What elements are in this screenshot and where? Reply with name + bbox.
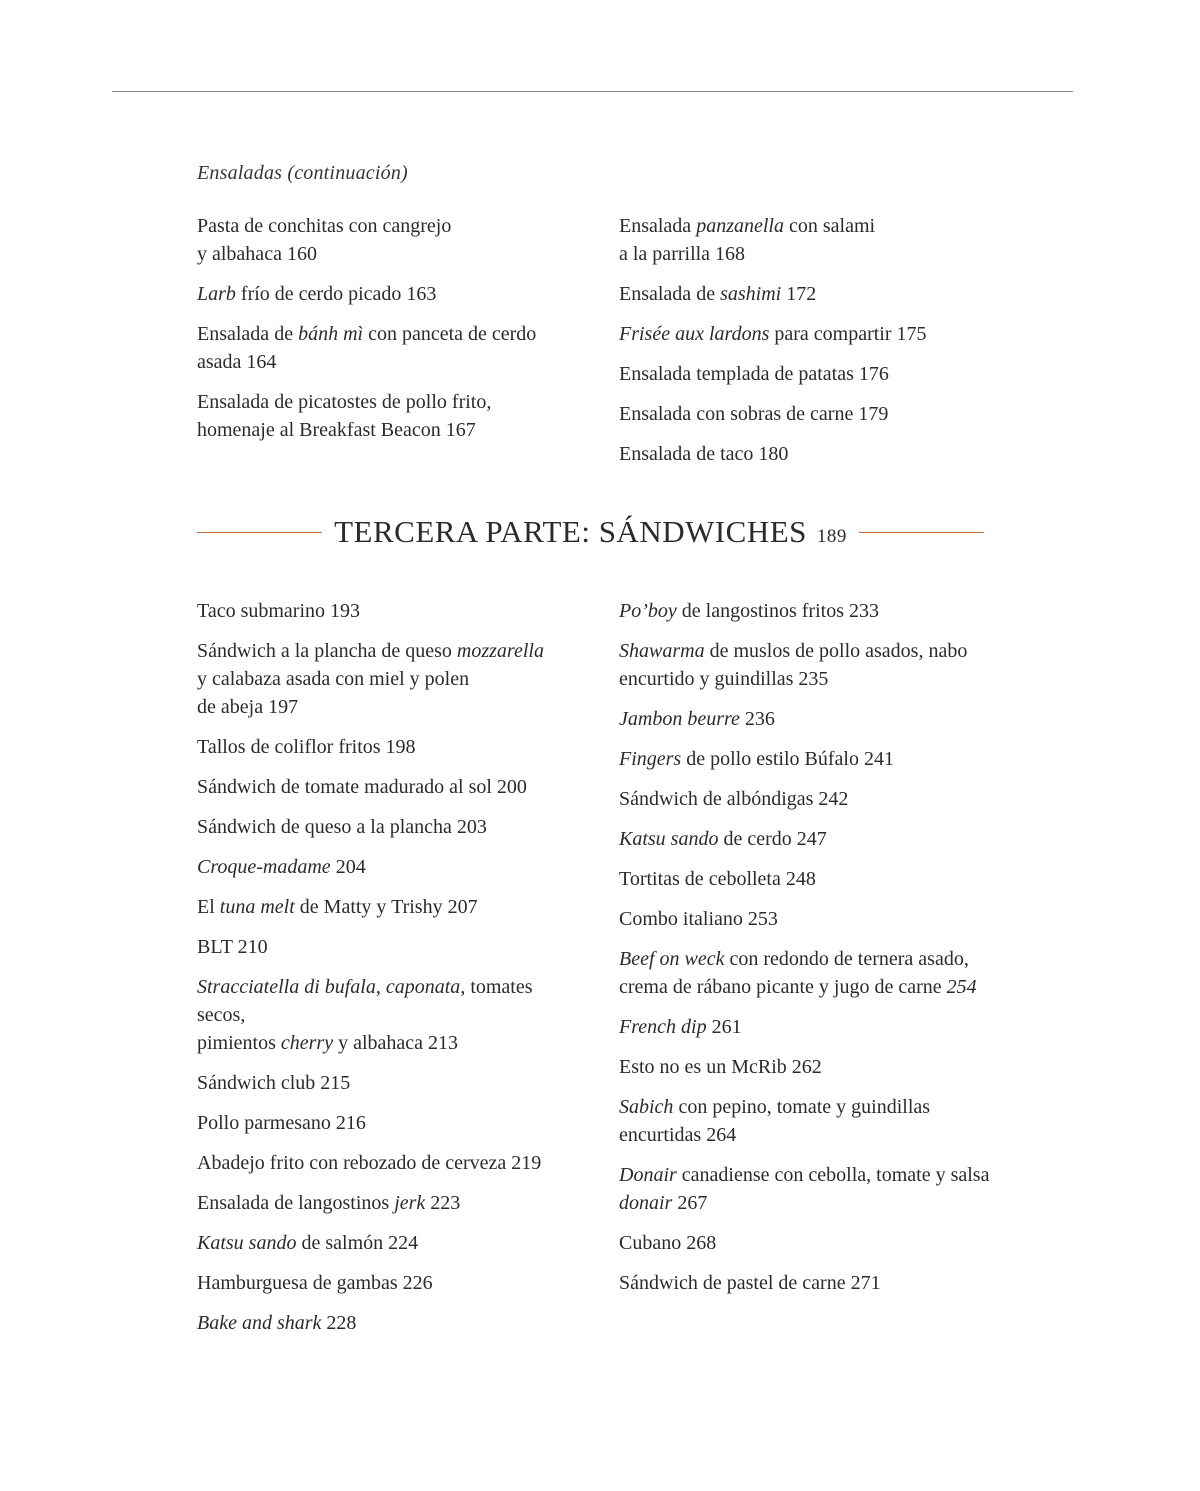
toc-entry-text: Sándwich club 215 bbox=[197, 1072, 351, 1094]
toc-entry-italic-text: tuna melt bbox=[219, 896, 295, 918]
toc-entry bbox=[197, 853, 577, 881]
toc-entry-text: asada 164 bbox=[197, 351, 277, 373]
toc-entry-text: homenaje al Breakfast Beacon 167 bbox=[197, 419, 476, 441]
toc-entry-text: Pollo parmesano 216 bbox=[197, 1112, 366, 1134]
toc-entry bbox=[619, 785, 999, 813]
toc-entry-italic-text: caponata bbox=[385, 976, 461, 998]
toc-entry bbox=[197, 1229, 577, 1257]
toc-entry bbox=[619, 745, 999, 773]
toc-entry-italic-text: French dip bbox=[619, 1016, 707, 1038]
toc-entry bbox=[619, 865, 999, 893]
toc-entry bbox=[197, 893, 577, 921]
toc-entry-italic-text: Katsu sando bbox=[619, 828, 719, 850]
part-page-number: 189 bbox=[816, 526, 847, 547]
toc-entry-text: 236 bbox=[739, 708, 775, 730]
toc-entry-text: y calabaza asada con miel y polen bbox=[197, 668, 470, 690]
toc-entry bbox=[619, 597, 999, 625]
toc-entry-italic-text: Larb bbox=[197, 283, 236, 305]
toc-entry-text: Combo italiano 253 bbox=[619, 908, 778, 930]
toc-entry-italic-text: cherry bbox=[280, 1032, 334, 1054]
toc-entry bbox=[619, 360, 999, 388]
toc-entry-text: 261 bbox=[706, 1016, 742, 1038]
toc-entry-text: crema de rábano picante y jugo de carne bbox=[619, 976, 947, 998]
toc-entry bbox=[197, 773, 577, 801]
toc-entry-text: y albahaca 160 bbox=[197, 243, 317, 265]
toc-entry-text: Sándwich de tomate madurado al sol 200 bbox=[197, 776, 527, 798]
toc-entry-italic-text: Katsu sando bbox=[197, 1232, 297, 1254]
toc-entry-text: Sándwich de albóndigas 242 bbox=[619, 788, 849, 810]
toc-entry bbox=[619, 705, 999, 733]
toc-entry-text: con salami bbox=[783, 215, 876, 237]
part-title-text: TERCERA PARTE: SÁNDWICHES bbox=[334, 514, 807, 549]
section-continuation-label: Ensaladas (continuación) bbox=[197, 162, 408, 184]
toc-entry bbox=[197, 388, 577, 444]
salads-left-column bbox=[197, 212, 577, 456]
toc-entry-italic-text: mozzarella bbox=[456, 640, 544, 662]
toc-entry-text: Ensalada templada de patatas 176 bbox=[619, 363, 889, 385]
toc-entry-text: de langostinos fritos 233 bbox=[676, 600, 879, 622]
toc-entry bbox=[619, 1269, 999, 1297]
toc-entry-text: y albahaca 213 bbox=[333, 1032, 459, 1054]
toc-entry-text: 267 bbox=[672, 1192, 708, 1214]
toc-entry-text: Esto no es un McRib 262 bbox=[619, 1056, 822, 1078]
toc-entry-italic-text: donair bbox=[619, 1192, 673, 1214]
toc-entry-text: de Matty y Trishy 207 bbox=[294, 896, 478, 918]
toc-entry-text: Tortitas de cebolleta 248 bbox=[619, 868, 816, 890]
toc-entry-italic-text: Po’boy bbox=[619, 600, 677, 622]
toc-entry bbox=[619, 1161, 999, 1217]
toc-entry-text: con pepino, tomate y guindillas bbox=[673, 1096, 931, 1118]
toc-entry-text: pimientos bbox=[197, 1032, 281, 1054]
toc-entry-text: para compartir 175 bbox=[769, 323, 927, 345]
toc-entry-text: Ensalada de langostinos bbox=[197, 1192, 395, 1214]
toc-entry-text: con redondo de ternera asado, bbox=[724, 948, 969, 970]
toc-entry-text: El bbox=[197, 896, 220, 918]
toc-entry-text: frío de cerdo picado 163 bbox=[235, 283, 437, 305]
toc-entry bbox=[619, 320, 999, 348]
toc-entry-italic-text: panzanella bbox=[696, 215, 784, 237]
toc-entry-italic-text: Jambon beurre bbox=[619, 708, 740, 730]
toc-entry bbox=[619, 1093, 999, 1149]
sandwiches-right-column bbox=[619, 597, 999, 1309]
toc-entry bbox=[197, 973, 577, 1057]
toc-entry-text: Sándwich a la plancha de queso bbox=[197, 640, 457, 662]
toc-entry bbox=[197, 597, 577, 625]
toc-entry-text: Ensalada de picatostes de pollo frito, bbox=[197, 391, 492, 413]
toc-entry-text: de cerdo 247 bbox=[718, 828, 827, 850]
toc-entry bbox=[197, 212, 577, 268]
toc-entry-text: de muslos de pollo asados, nabo bbox=[704, 640, 968, 662]
toc-entry-text: encurtido y guindillas 235 bbox=[619, 668, 829, 690]
toc-entry-text: Ensalada con sobras de carne 179 bbox=[619, 403, 889, 425]
toc-entry-text: de salmón 224 bbox=[296, 1232, 419, 1254]
toc-entry-text: Ensalada de taco 180 bbox=[619, 443, 789, 465]
toc-entry-text: , tomates secos, bbox=[197, 976, 533, 1026]
toc-entry bbox=[619, 1053, 999, 1081]
toc-entry-text: Ensalada bbox=[619, 215, 697, 237]
toc-entry bbox=[619, 637, 999, 693]
toc-entry-italic-text: Stracciatella di bufala bbox=[197, 976, 376, 998]
toc-entry-text: 204 bbox=[330, 856, 366, 878]
toc-entry-text: de abeja 197 bbox=[197, 696, 299, 718]
toc-entry bbox=[197, 1189, 577, 1217]
toc-entry-italic-text: Sabich bbox=[619, 1096, 674, 1118]
toc-entry-text: BLT 210 bbox=[197, 936, 268, 958]
salads-right-column bbox=[619, 212, 999, 480]
toc-entry bbox=[619, 400, 999, 428]
toc-entry bbox=[619, 825, 999, 853]
toc-entry-text: Sándwich de queso a la plancha 203 bbox=[197, 816, 487, 838]
toc-entry-text: , bbox=[375, 976, 386, 998]
toc-entry-italic-text: Croque-madame bbox=[197, 856, 331, 878]
toc-entry-text: Cubano 268 bbox=[619, 1232, 717, 1254]
toc-entry-text: a la parrilla 168 bbox=[619, 243, 746, 265]
toc-entry-text: Ensalada de bbox=[619, 283, 721, 305]
part-heading bbox=[197, 508, 984, 556]
toc-entry-text: de pollo estilo Búfalo 241 bbox=[681, 748, 894, 770]
toc-entry-text: Tallos de coliflor fritos 198 bbox=[197, 736, 416, 758]
toc-entry-text: Abadejo frito con rebozado de cerveza 219 bbox=[197, 1152, 542, 1174]
toc-entry-text: encurtidas 264 bbox=[619, 1124, 737, 1146]
toc-entry bbox=[197, 1269, 577, 1297]
toc-entry bbox=[619, 1013, 999, 1041]
toc-entry-text: canadiense con cebolla, tomate y salsa bbox=[676, 1164, 990, 1186]
toc-entry bbox=[197, 1149, 577, 1177]
toc-entry-italic-text: Donair bbox=[619, 1164, 677, 1186]
toc-entry bbox=[619, 945, 999, 1001]
toc-entry-italic-text: 254 bbox=[946, 976, 977, 998]
toc-entry bbox=[197, 1109, 577, 1137]
toc-entry bbox=[197, 280, 577, 308]
toc-entry-text: 228 bbox=[321, 1312, 357, 1334]
toc-entry bbox=[619, 212, 999, 268]
toc-entry-text: Pasta de conchitas con cangrejo bbox=[197, 215, 452, 237]
toc-entry-text: Ensalada de bbox=[197, 323, 299, 345]
toc-entry bbox=[197, 1069, 577, 1097]
toc-entry bbox=[197, 637, 577, 721]
toc-entry bbox=[197, 933, 577, 961]
toc-entry bbox=[619, 1229, 999, 1257]
toc-entry-text: 223 bbox=[425, 1192, 461, 1214]
toc-entry-italic-text: Bake and shark bbox=[197, 1312, 322, 1334]
toc-entry-italic-text: jerk bbox=[394, 1192, 426, 1214]
toc-entry-italic-text: bánh mì bbox=[298, 323, 364, 345]
sandwiches-left-column bbox=[197, 597, 577, 1349]
toc-entry bbox=[197, 320, 577, 376]
part-title bbox=[322, 514, 859, 550]
toc-entry-italic-text: Fingers bbox=[619, 748, 682, 770]
toc-entry-italic-text: sashimi bbox=[720, 283, 782, 305]
top-rule bbox=[112, 91, 1073, 92]
toc-entry-text: con panceta de cerdo bbox=[363, 323, 537, 345]
toc-entry bbox=[619, 905, 999, 933]
toc-entry-text: Sándwich de pastel de carne 271 bbox=[619, 1272, 881, 1294]
toc-entry bbox=[197, 1309, 577, 1337]
toc-entry-italic-text: Frisée aux lardons bbox=[619, 323, 770, 345]
toc-entry bbox=[197, 733, 577, 761]
toc-entry-italic-text: Shawarma bbox=[619, 640, 705, 662]
toc-entry-text: Hamburguesa de gambas 226 bbox=[197, 1272, 433, 1294]
heading-rule-right bbox=[859, 532, 984, 533]
toc-entry bbox=[619, 280, 999, 308]
toc-entry-italic-text: Beef on weck bbox=[619, 948, 725, 970]
toc-entry bbox=[619, 440, 999, 468]
toc-entry-text: 172 bbox=[781, 283, 817, 305]
heading-rule-left bbox=[197, 532, 322, 533]
toc-entry-text: Taco submarino 193 bbox=[197, 600, 361, 622]
toc-entry bbox=[197, 813, 577, 841]
